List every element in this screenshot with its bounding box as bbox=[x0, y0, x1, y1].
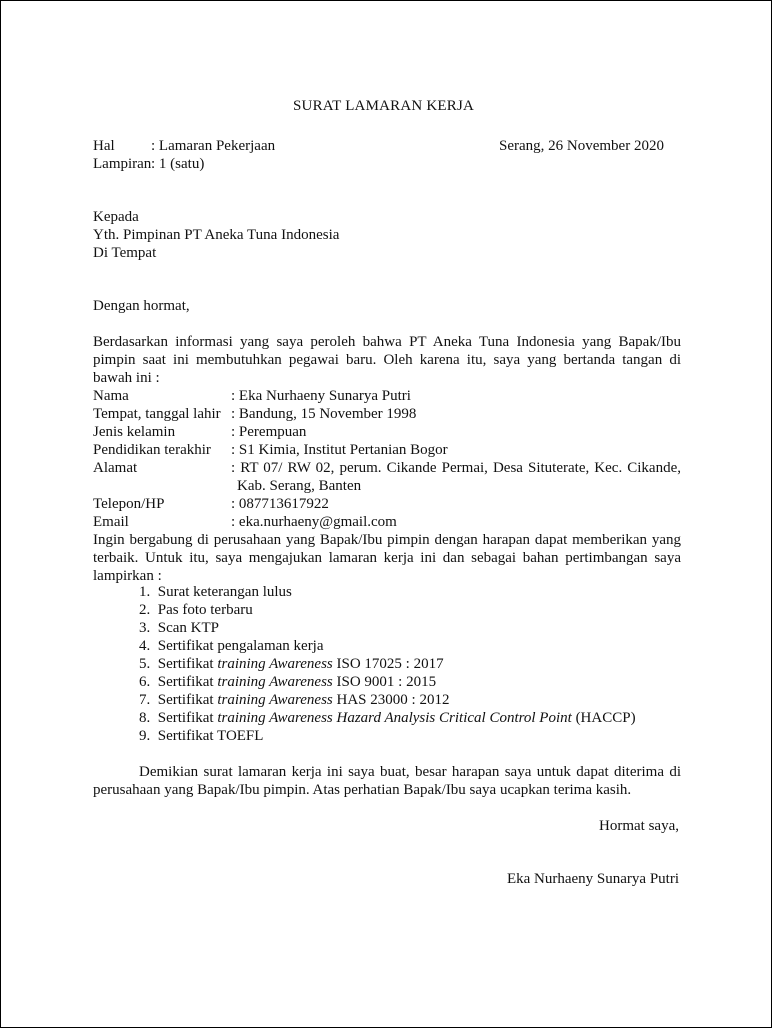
intro-line: Berdasarkan informasi yang saya peroleh bahwa PT Aneka Tuna Indonesia yang Bapak/Ibu bbox=[93, 334, 681, 350]
hal-value: : Lamaran Pekerjaan bbox=[151, 138, 276, 154]
list-item: 2. Pas foto terbaru bbox=[139, 602, 253, 618]
body-line: terbaik. Untuk itu, saya mengajukan lamaran kerja ini dan sebagai bahan pertimbangan saya bbox=[93, 550, 681, 566]
list-item: 7. Sertifikat training Awareness HAS 23000 : 2012 bbox=[139, 692, 450, 708]
body-line: lampirkan : bbox=[93, 568, 162, 584]
greeting: Dengan hormat, bbox=[93, 298, 190, 314]
closing-paragraph bbox=[93, 763, 681, 799]
intro-line: bawah ini : bbox=[93, 370, 160, 386]
letter-title: SURAT LAMARAN KERJA bbox=[293, 98, 475, 114]
detail-value: : eka.nurhaeny@gmail.com bbox=[231, 514, 397, 530]
intro-paragraph bbox=[93, 333, 681, 387]
lampiran-value: : 1 (satu) bbox=[151, 156, 205, 172]
closing-line: Demikian surat lamaran kerja ini saya buat, besar harapan saya untuk dapat diterima di bbox=[139, 764, 681, 780]
detail-value: : Bandung, 15 November 1998 bbox=[231, 406, 417, 422]
list-item: 6. Sertifikat training Awareness ISO 9001 : 2015 bbox=[139, 674, 437, 690]
detail-value: : RT 07/ RW 02, perum. Cikande Permai, Desa Situterate, Kec. Cikande, bbox=[231, 460, 681, 476]
closing-line: perusahaan yang Bapak/Ibu pimpin. Atas perhatian Bapak/Ibu saya ucapkan terima kasih. bbox=[93, 782, 632, 798]
detail-value-continued: Kab. Serang, Banten bbox=[237, 478, 362, 494]
address-block bbox=[231, 459, 681, 477]
signature-name: Eka Nurhaeny Sunarya Putri bbox=[506, 871, 679, 887]
place-date: Serang, 26 November 2020 bbox=[499, 138, 664, 154]
detail-value: : 087713617922 bbox=[231, 496, 329, 512]
list-item: 1. Surat keterangan lulus bbox=[139, 584, 292, 600]
detail-label: Pendidikan terakhir bbox=[93, 442, 211, 458]
body-paragraph bbox=[93, 531, 681, 585]
detail-label: Tempat, tanggal lahir bbox=[93, 406, 221, 422]
detail-label: Telepon/HP bbox=[93, 496, 165, 512]
intro-line: pimpin saat ini membutuhkan pegawai baru. Oleh karena itu, saya yang bertanda tangan di bbox=[93, 352, 681, 368]
lampiran-label: Lampiran bbox=[93, 156, 152, 172]
hal-label: Hal bbox=[93, 138, 115, 154]
recipient-line-1: Kepada bbox=[93, 209, 139, 225]
list-item: 9. Sertifikat TOEFL bbox=[139, 728, 264, 744]
detail-label: Alamat bbox=[93, 460, 138, 476]
recipient-line-2: Yth. Pimpinan PT Aneka Tuna Indonesia bbox=[93, 227, 340, 243]
detail-label: Jenis kelamin bbox=[93, 424, 176, 440]
body-line: Ingin bergabung di perusahaan yang Bapak/Ibu pimpin dengan harapan dapat memberikan yang bbox=[93, 532, 681, 548]
list-item: 4. Sertifikat pengalaman kerja bbox=[139, 638, 324, 654]
detail-label: Email bbox=[93, 514, 129, 530]
detail-label: Nama bbox=[93, 388, 129, 404]
list-item: 8. Sertifikat training Awareness Hazard Analysis Critical Control Point (HACCP) bbox=[139, 710, 636, 726]
recipient-line-3: Di Tempat bbox=[93, 245, 157, 261]
list-item: 3. Scan KTP bbox=[139, 620, 219, 636]
list-item: 5. Sertifikat training Awareness ISO 17025 : 2017 bbox=[139, 656, 444, 672]
detail-value: : S1 Kimia, Institut Pertanian Bogor bbox=[231, 442, 448, 458]
signoff: Hormat saya, bbox=[599, 818, 679, 834]
detail-value: : Perempuan bbox=[231, 424, 307, 440]
detail-value: : Eka Nurhaeny Sunarya Putri bbox=[231, 388, 411, 404]
